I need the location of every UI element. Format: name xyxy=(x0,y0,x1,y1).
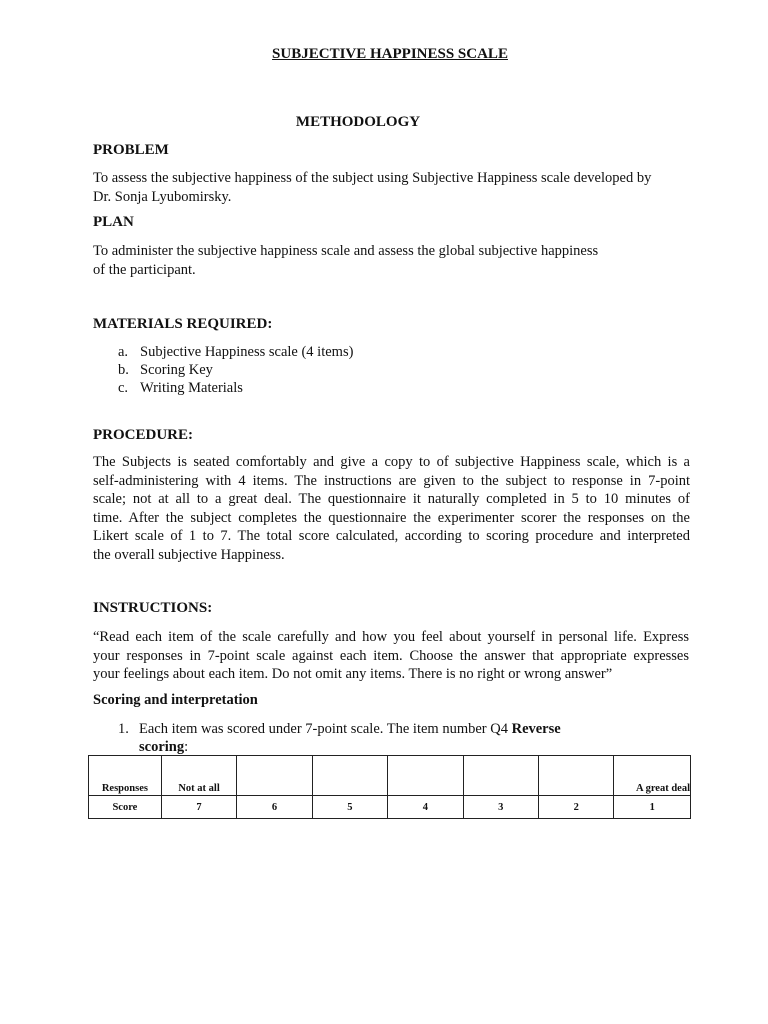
list-item-text: Writing Materials xyxy=(140,380,243,396)
scoring-item xyxy=(118,720,561,738)
procedure-line: time. After the subject completes the questionnaire the experimenter scorer the responses on the xyxy=(93,509,690,526)
scoring-item-text: Each item was scored under 7-point scale. The item number Q4 xyxy=(139,721,512,737)
table-cell: Not at all xyxy=(161,756,237,796)
scoring-marker: 1. xyxy=(118,721,129,737)
plan-text xyxy=(93,242,693,279)
list-item xyxy=(118,343,353,361)
table-cell: 1 xyxy=(614,796,691,819)
methodology-heading: METHODOLOGY xyxy=(295,114,421,130)
problem-line: To assess the subjective happiness of the subject using Subjective Happiness scale developed by xyxy=(93,170,652,186)
scoring-item-tail: : xyxy=(184,739,189,755)
table-cell xyxy=(463,756,538,796)
problem-text xyxy=(93,169,693,206)
scoring-item-line2 xyxy=(139,738,188,756)
procedure-heading: PROCEDURE: xyxy=(93,427,193,443)
list-item-text: Scoring Key xyxy=(140,362,213,378)
scale-table xyxy=(88,755,691,819)
materials-heading: MATERIALS REQUIRED: xyxy=(93,316,273,332)
list-item xyxy=(118,379,243,397)
table-cell: 5 xyxy=(312,796,387,819)
table-cell xyxy=(388,756,463,796)
problem-heading: PROBLEM xyxy=(93,142,169,158)
table-cell: 2 xyxy=(538,796,613,819)
table-cell xyxy=(237,756,312,796)
table-cell: Score xyxy=(89,796,162,819)
instructions-line: your responses in 7-point scale against each item. Choose the answer that appropriate expresses xyxy=(93,647,689,664)
list-marker: c. xyxy=(118,380,129,396)
table-cell: 6 xyxy=(237,796,312,819)
procedure-text xyxy=(93,453,690,564)
list-marker: a. xyxy=(118,344,129,360)
instructions-text xyxy=(93,628,689,684)
procedure-line: Likert scale of 1 to 7. The total score calculated, according to scoring procedure and interpreted xyxy=(93,528,690,544)
table-cell: 7 xyxy=(161,796,237,819)
scoring-heading: Scoring and interpretation xyxy=(93,692,258,708)
list-item xyxy=(118,361,213,379)
table-row xyxy=(89,796,691,819)
scoring-item-bold: scoring xyxy=(139,739,185,755)
plan-line: To administer the subjective happiness scale and assess the global subjective happiness xyxy=(93,243,599,259)
list-item-text: Subjective Happiness scale (4 items) xyxy=(140,344,354,360)
instructions-line: your feelings about each item. Do not omit any items. There is no right or wrong answer” xyxy=(93,666,613,682)
table-cell xyxy=(312,756,387,796)
scoring-item-bold: Reverse xyxy=(511,721,561,737)
procedure-line: scale; not at all to a great deal. The questionnaire it naturally completed in 5 to 10 minutes of xyxy=(93,491,690,507)
procedure-line: the overall subjective Happiness. xyxy=(93,546,285,563)
table-row xyxy=(89,756,691,796)
procedure-line: self-administering with 4 items. The instructions are given to the subject to response in 7-point xyxy=(93,472,690,489)
plan-line: of the participant. xyxy=(93,261,196,278)
list-marker: b. xyxy=(118,362,129,378)
instructions-heading: INSTRUCTIONS: xyxy=(93,600,213,616)
table-cell xyxy=(538,756,613,796)
instructions-line: “Read each item of the scale carefully and how you feel about yourself in personal life. Express xyxy=(93,629,689,645)
procedure-line: The Subjects is seated comfortably and give a copy to of subjective Happiness scale, which is a xyxy=(93,454,690,470)
page-title: SUBJECTIVE HAPPINESS SCALE xyxy=(272,46,508,62)
plan-heading: PLAN xyxy=(93,214,134,230)
table-cell: 3 xyxy=(463,796,538,819)
table-cell: 4 xyxy=(388,796,463,819)
table-cell: Responses xyxy=(89,756,162,796)
table-cell: A great deal xyxy=(614,756,691,796)
problem-line: Dr. Sonja Lyubomirsky. xyxy=(93,188,232,205)
